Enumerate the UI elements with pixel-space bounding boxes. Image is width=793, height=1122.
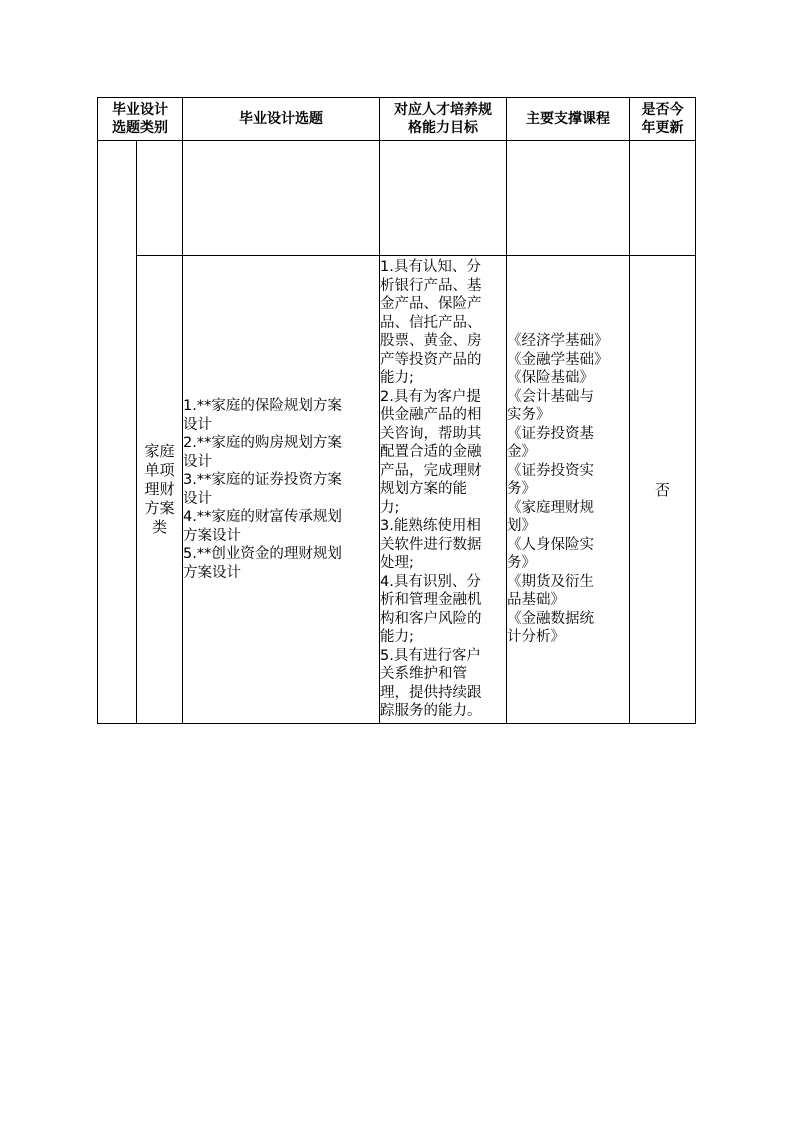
header-topic: 毕业设计选题: [183, 98, 380, 141]
update-cell: 否: [630, 256, 696, 724]
courses-cell: [507, 141, 630, 256]
sub-category-cell: 家庭 单项 理财 方案 类: [137, 256, 183, 724]
header-category: 毕业设计 选题类别: [98, 98, 183, 141]
courses-cell: 《经济学基础》 《金融学基础》 《保险基础》 《会计基础与 实务》 《证券投资基 金》 《证券投资实 务》 《家庭理财规 划》 《人身保险实 务》 《期货及衍生 品基础》 《金融数据统 计分析》: [507, 256, 630, 724]
update-cell: [630, 141, 696, 256]
abilities-cell: [380, 141, 507, 256]
abilities-cell: 1.具有认知、分 析银行产品、基 金产品、保险产 品、信托产品、 股票、黄金、房 产等投资产品的 能力; 2.具有为客户提 供金融产品的相 关咨询，帮助其 配置合适的金融 产品，完成理财 规划方案的能 力; 3.能熟练使用相 关软件进行数据 处理; 4.具有识别、分 析和管理金融机 构和客户风险的 能力; 5.具有进行客户 关系维护和管 理，提供持续跟 踪服务的能力。: [380, 256, 507, 724]
topics-cell: [183, 141, 380, 256]
table-row: [98, 141, 696, 256]
topics-cell: 1.**家庭的保险规划方案 设计 2.**家庭的购房规划方案 设计 3.**家庭的证券投资方案 设计 4.**家庭的财富传承规划 方案设计 5.**创业资金的理财规划 方案设计: [183, 256, 380, 724]
table-header-row: [98, 98, 696, 141]
header-ability: 对应人才培养规 格能力目标: [380, 98, 507, 141]
graduation-design-table: [97, 97, 696, 724]
table-row: [98, 256, 696, 724]
header-course: 主要支撑课程: [507, 98, 630, 141]
category-cell: [98, 141, 137, 724]
sub-category-cell: [137, 141, 183, 256]
header-update: 是否今 年更新: [630, 98, 696, 141]
